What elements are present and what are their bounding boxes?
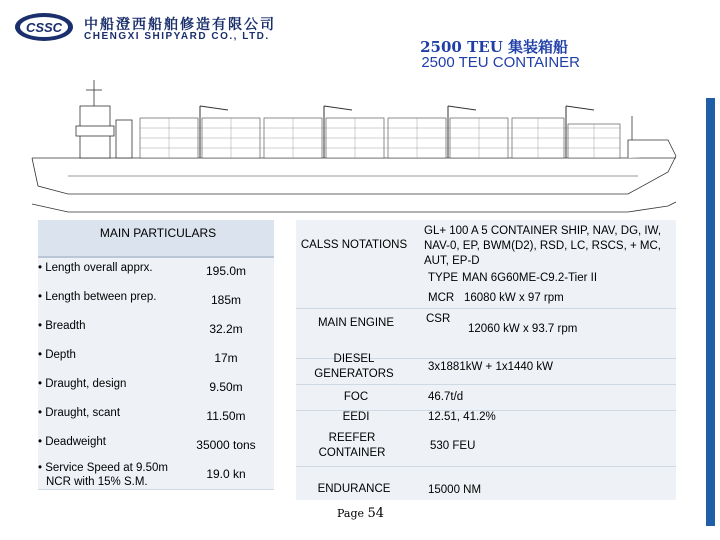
eedi-label: EEDI	[342, 411, 370, 423]
page-label: Page	[337, 507, 365, 520]
particular-row	[38, 461, 274, 490]
particular-value: 19.0 kn	[206, 467, 246, 481]
particular-label: • Length overall apprx.	[38, 262, 153, 274]
particular-value: 11.50m	[206, 409, 246, 423]
class-notations-value: GL+ 100 A 5 CONTAINER SHIP, NAV, DG, IW, NAV-0, EP, BWM(D2), RSD, LC, RSCS, + MC, AUT, EP-D	[424, 225, 662, 267]
particular-row	[38, 316, 274, 346]
side-accent-bar	[706, 98, 715, 526]
particular-label-line2: NCR with 15% S.M.	[46, 476, 148, 488]
diesel-generators-label: DIESEL GENERATORS	[314, 353, 394, 380]
particular-row	[38, 287, 274, 317]
class-notations-label: CALSS NOTATIONS	[300, 239, 408, 251]
engine-mcr-label: MCR	[428, 292, 455, 304]
slide-title-en: 2500 TEU CONTAINER	[421, 54, 580, 71]
ship-arrangement-drawing	[28, 76, 680, 214]
diesel-generators-value: 3x1881kW + 1x1440 kW	[428, 361, 553, 373]
particular-row	[38, 432, 274, 462]
page-indicator	[337, 506, 384, 521]
engine-type-label: TYPE	[428, 272, 459, 284]
particular-label: • Draught, design	[38, 378, 127, 390]
particular-label: • Deadweight	[38, 436, 106, 448]
reefer-container-label: REEFER CONTAINER	[318, 432, 386, 459]
particular-value: 9.50m	[209, 380, 243, 394]
endurance-label: ENDURANCE	[317, 483, 391, 495]
particular-row	[38, 403, 274, 433]
engine-type-value: MAN 6G60ME-C9.2-Tier II	[462, 272, 598, 284]
particular-label: • Depth	[38, 349, 76, 361]
foc-value: 46.7t/d	[428, 391, 464, 403]
specification-table	[296, 220, 676, 500]
particular-value: 32.2m	[209, 322, 243, 336]
endurance-value: 15000 NM	[428, 484, 482, 496]
particular-row	[38, 374, 274, 404]
particular-value: 35000 tons	[196, 438, 256, 452]
main-particulars-title: MAIN PARTICULARS	[99, 226, 217, 240]
slide-title-cn: 2500 TEU 集装箱船	[420, 38, 568, 56]
foc-label: FOC	[343, 391, 369, 403]
row-divider	[296, 308, 676, 309]
particular-label: • Breadth	[38, 320, 86, 332]
eedi-value: 12.51, 41.2%	[428, 411, 496, 423]
company-name-en: CHENGXI SHIPYARD CO., LTD.	[84, 31, 270, 42]
company-name-cn: 中船澄西船舶修造有限公司	[84, 16, 276, 32]
particular-label: • Service Speed at 9.50m	[38, 462, 168, 474]
engine-mcr-value: 16080 kW x 97 rpm	[464, 292, 564, 304]
engine-csr-label: CSR	[426, 313, 451, 325]
row-divider	[296, 466, 676, 467]
svg-text:CSSC: CSSC	[25, 20, 63, 35]
particular-value: 185m	[210, 293, 242, 307]
page-number: 54	[367, 506, 385, 521]
engine-csr-value: 12060 kW x 93.7 rpm	[468, 323, 578, 335]
particular-row	[38, 258, 274, 288]
main-engine-label: MAIN ENGINE	[317, 317, 395, 329]
particular-value: 17m	[214, 351, 238, 365]
particular-value: 195.0m	[205, 264, 247, 278]
particular-row	[38, 345, 274, 375]
particular-label: • Length between prep.	[38, 291, 157, 303]
particular-label: • Draught, scant	[38, 407, 121, 419]
row-divider	[296, 384, 676, 385]
reefer-container-value: 530 FEU	[430, 440, 476, 452]
cssc-logo	[14, 12, 74, 42]
